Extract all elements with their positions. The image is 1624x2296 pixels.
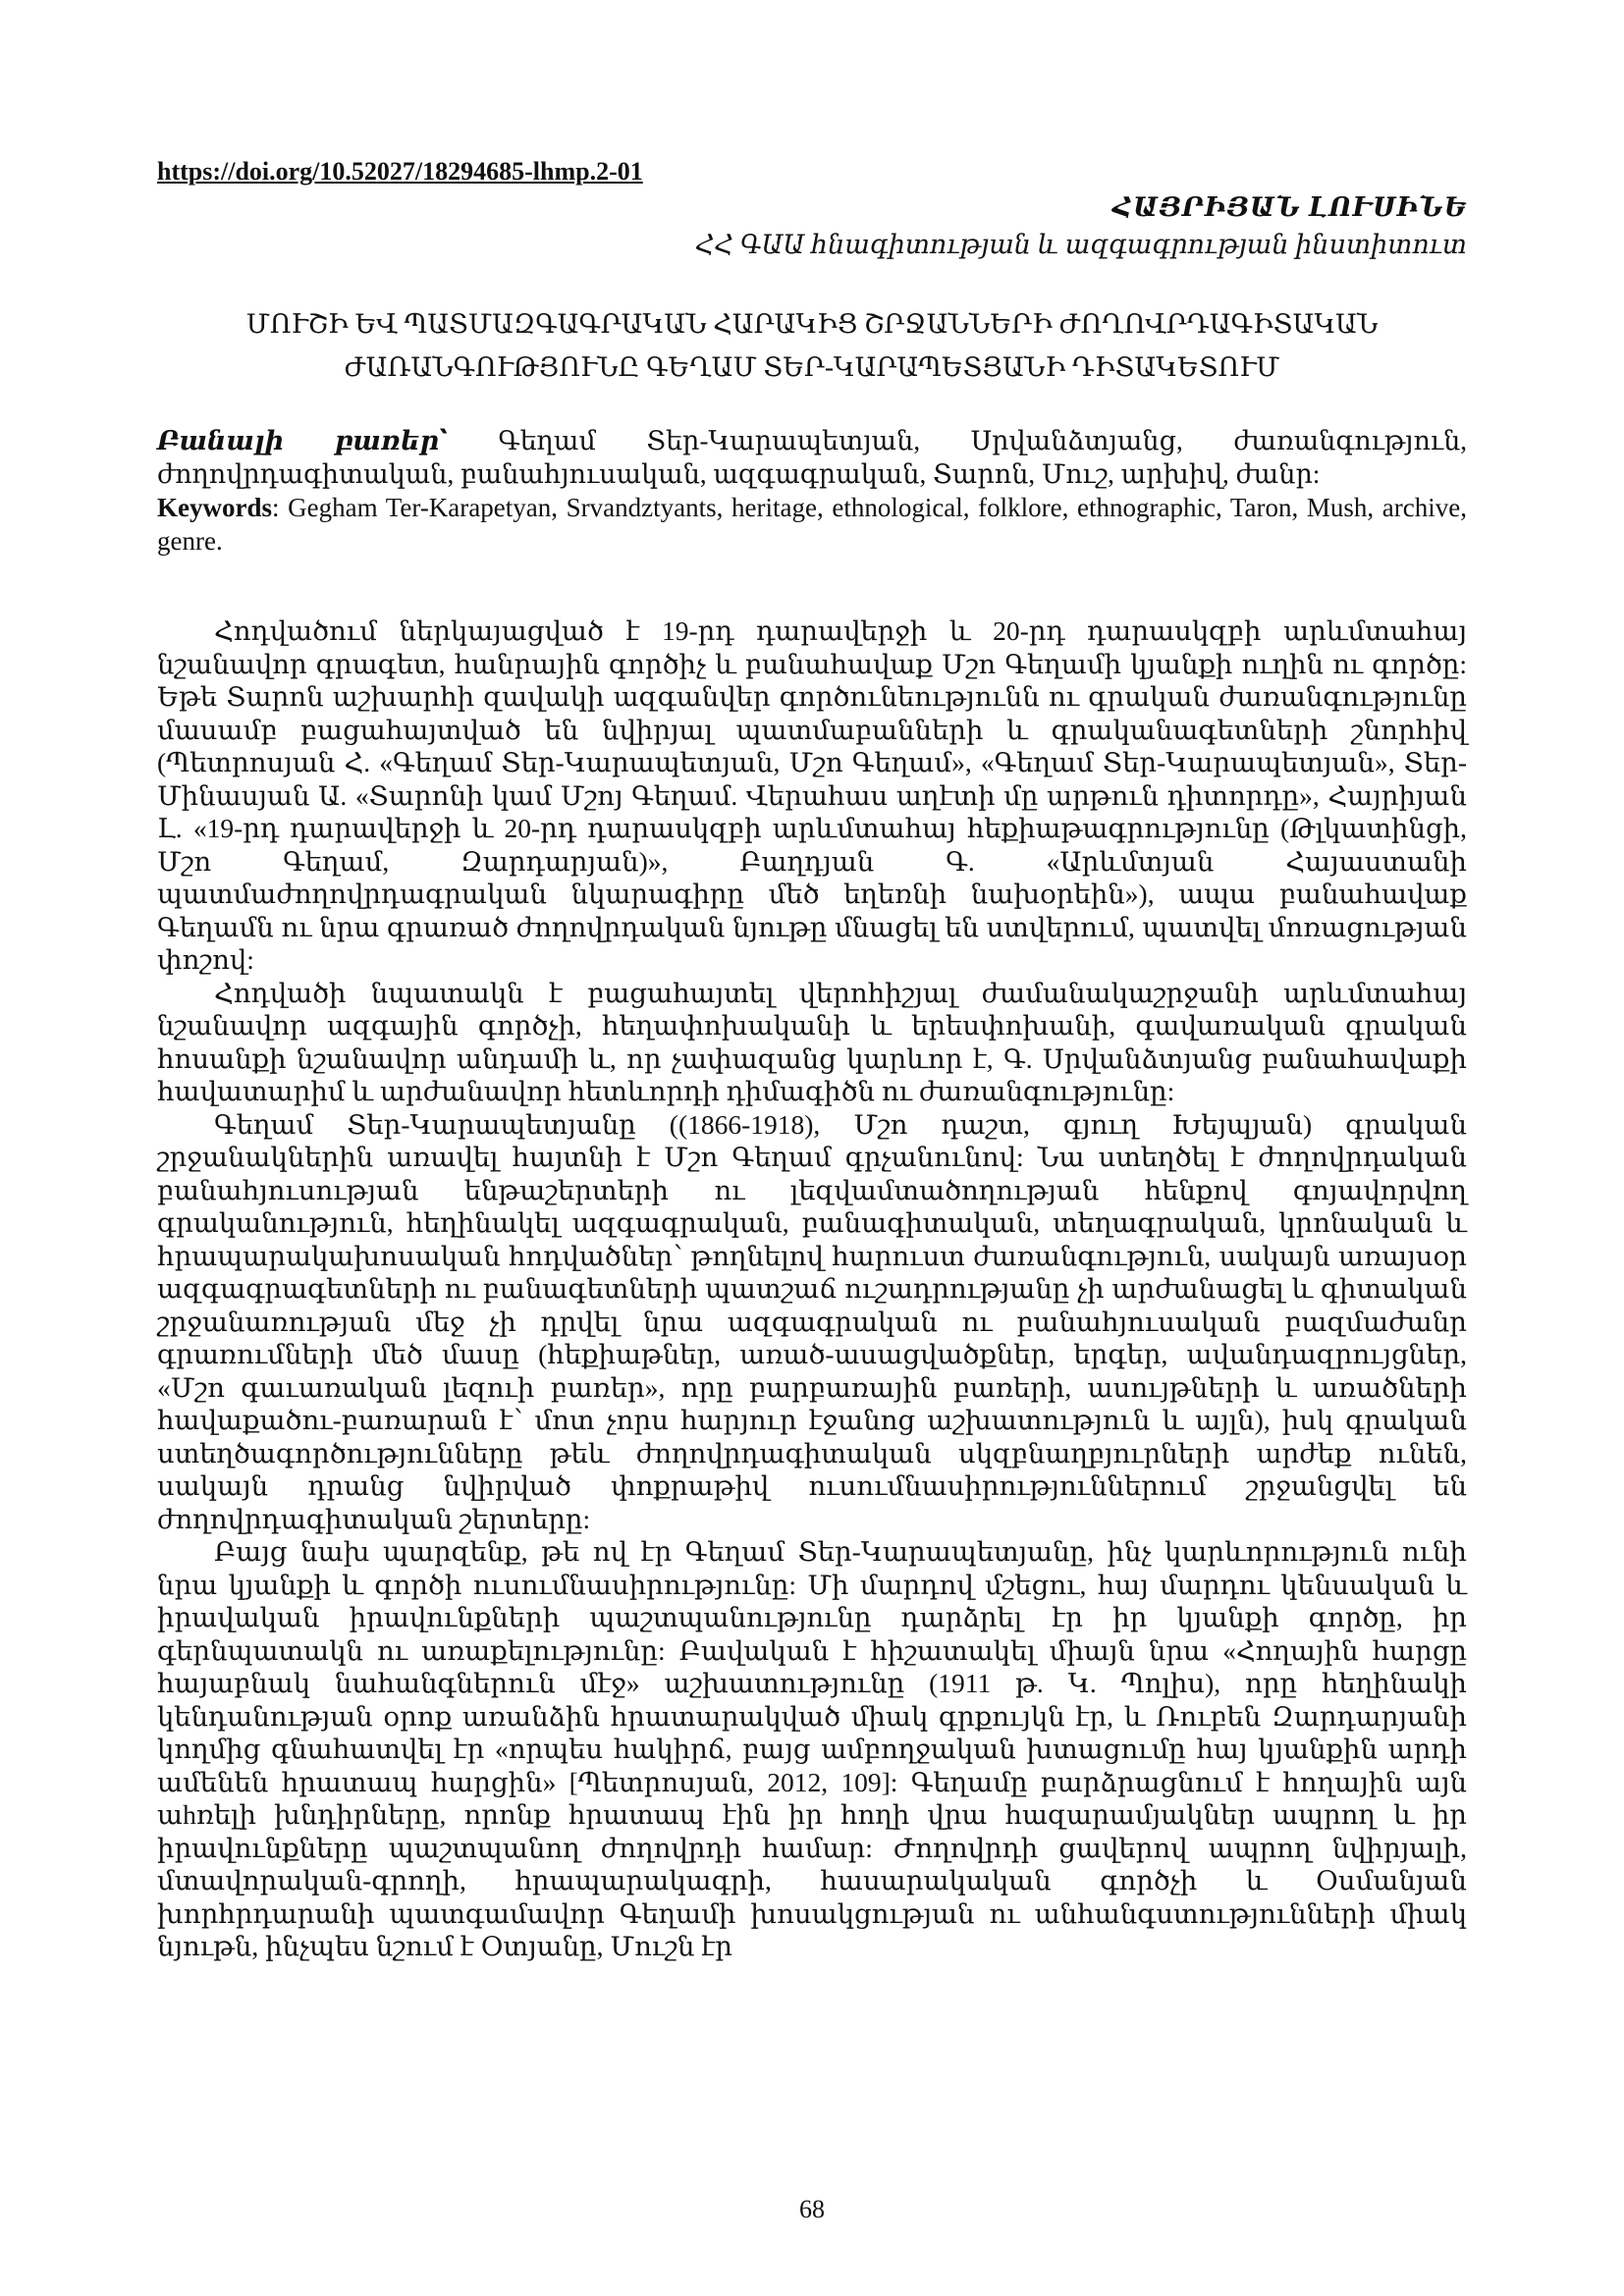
- keywords-english: [157, 491, 1467, 558]
- keywords-text-armenian: Գեղամ Տեր-Կարապետյան, Սրվանձտյանց, ժառանգություն, ժողովրդագիտական, բանահյուսական, ազգագրական, Տարոն, Մուշ, արխիվ, ժանր:: [157, 426, 1467, 489]
- doi-link[interactable]: https://doi.org/10.52027/18294685-lhmp.2-01: [157, 157, 643, 186]
- author-affiliation: ՀՀ ԳԱԱ հնագիտության և ազգագրության ինստիտուտ: [695, 230, 1467, 259]
- paragraph-2: Հոդվածի նպատակն է բացահայտել վերոհիշյալ ժամանակաշրջանի արևմտահայ նշանավոր ազգային գործչի, հեղափոխականի և երեսփոխանի, գավառական գրական հոսանքի նշանավոր անդամի և, որ չափազանց կարևոր է, Գ. Սրվանձտյանց բանահավաքի հավատարիմ և արժանավոր հետևորդի դիմագիծն ու ժառանգությունը:: [157, 977, 1467, 1106]
- paragraph-3: Գեղամ Տեր-Կարապետյանը ((1866-1918), Մշո դաշտ, գյուղ Խեյպյան) գրական շրջանակներին առավել հայտնի է Մշո Գեղամ գրչանունով: Նա ստեղծել է ժողովրդական բանահյուսության ենթաշերտերի ու լեզվամտածողության հենքով գոյավորվող գրականություն, հեղինակել ազգագրական, բանագիտական, տեղագրական, կրոնական և հրապարակախոսական հոդվածներ՝ թողնելով հարուստ ժառանգություն, սակայն առայսօր ազգագրագետների ու բանագետների պատշաճ ուշադրությանը չի արժանացել և գիտական շրջանառության մեջ չի դրվել նրա ազգագրական ու բանահյուսական բազմաժանր գրառումների մեծ մասը (հեքիաթներ, առած-ասացվածքներ, երգեր, ավանդազրույցներ, «Մշո գաւառական լեզուի բառեր», որը բարբառային բառերի, ասույթների և առածների հավաքածու-բառարան է՝ մոտ չորս հարյուր էջանոց աշխատություն և այլն), իսկ գրական ստեղծագործությունները թեև ժողովրդագիտական սկզբնաղբյուրների արժեք ունեն, սակայն դրանց նվիրված փոքրաթիվ ուսումնասիրություններում շրջանցվել են ժողովրդագիտական շերտերը:: [157, 1108, 1467, 1534]
- title-line-1: ՄՈՒՇԻ ԵՎ ՊԱՏՄԱԶԳԱԳՐԱԿԱՆ ՀԱՐԱԿԻՑ ՇՐՋԱՆՆԵՐԻ ԺՈՂՈՎՐԴԱԳԻՏԱԿԱՆ: [245, 309, 1379, 339]
- keywords-armenian: [157, 424, 1467, 491]
- keywords-label-armenian: Բանալի բառեր՝: [157, 426, 448, 455]
- page-number: 68: [799, 2195, 825, 2223]
- keywords-label-english: Keywords: [157, 493, 272, 522]
- author-name: ՀԱՅՐԻՅԱՆ ԼՈՒՍԻՆԵ: [1112, 192, 1467, 222]
- keywords-block: [157, 424, 1467, 558]
- paragraph-1: Հոդվածում ներկայացված է 19-րդ դարավերջի և 20-րդ դարասկզբի արևմտահայ նշանավոր գրագետ, հանրային գործիչ և բանահավաք Մշո Գեղամի կյանքի ուղին ու գործը: Եթե Տարոն աշխարհի զավակի ազգանվեր գործունեությունն ու գրական ժառանգությունը մասամբ բացահայտված են նվիրյալ պատմաբանների և գրականագետների շնորհիվ (Պետրոսյան Հ. «Գեղամ Տեր-Կարապետյան, Մշո Գեղամ», «Գեղամ Տեր-Կարապետյան», Տեր-Մինասյան Ա. «Տարոնի կամ Մշոյ Գեղամ. Վերահաս աղէտի մը արթուն դիտորդը», Հայրիյան Լ. «19-րդ դարավերջի և 20-րդ դարասկզբի արևմտահայ հեքիաթագրությունը (Թլկատինցի, Մշո Գեղամ, Զարդարյան)», Բաղդյան Գ. «Արևմտյան Հայաստանի պատմաժողովրդագրական նկարագիրը մեծ եղեռնի նախօրեին»), ապա բանահավաք Գեղամն ու նրա գրառած ժողովրդական նյութը մնացել են ստվերում, պատվել մոռացության փոշով:: [157, 615, 1467, 975]
- paragraph-4: Բայց նախ պարզենք, թե ով էր Գեղամ Տեր-Կարապետյանը, ինչ կարևորություն ունի նրա կյանքի և գործի ուսումնասիրությունը: Մի մարդով մշեցու, հայ մարդու կենսական և իրավական իրավունքների պաշտպանությունը դարձրել էր իր կյանքի գործը, իր գերնպատակն ու առաքելությունը: Բավական է հիշատակել միայն նրա «Հողային հարցը հայաբնակ նահանգներուն մէջ» աշխատությունը (1911 թ. Կ. Պոլիս), որը հեղինակի կենդանության օրոք առանձին հրատարակված միակ գրքույկն էր, և Ռուբեն Զարդարյանի կողմից գնահատվել էր «որպես հակիրճ, բայց ամբողջական խտացումը հայ կյանքին արդի ամենեն հրատապ հարցին» [Պետրոսյան, 2012, 109]: Գեղամը բարձրացնում է հողային այն աhռելի խնդիրները, որոնք հրատապ էին իր հողի վրա հազարամյակներ ապրող և իր իրավունքները պաշտպանող ժողովրդի համար: Ժողովրդի ցավերով ապրող նվիրյալի, մտավորական-գրողի, հրապարակագրի, հասարակական գործչի և Օսմանյան խորհրդարանի պատգամավոր Գեղամի խոսակցության ու անհանգստությունների միակ նյութն, ինչպես նշում է Օտյանը, Մուշն էր: [157, 1536, 1467, 1961]
- keywords-text-english: : Gegham Ter-Karapetyan, Srvandztyants, heritage, ethnological, folklore, ethnographic, Taron, Mush, archive, genre.: [157, 493, 1467, 556]
- article-title: [157, 302, 1467, 389]
- title-line-2: ԺԱՌԱՆԳՈՒԹՅՈՒՆԸ ԳԵՂԱՄ ՏԵՐ-ԿԱՐԱՊԵՏՅԱՆԻ ԴԻՏԱԿԵՏՈՒՄ: [344, 352, 1280, 382]
- article-body: [157, 614, 1467, 1963]
